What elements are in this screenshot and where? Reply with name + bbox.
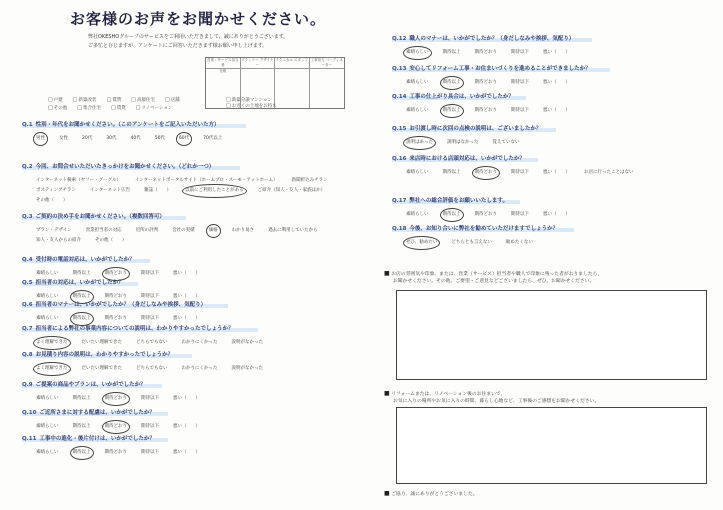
answer-option[interactable]: 期待以下 xyxy=(511,108,529,113)
question-block xyxy=(392,92,707,116)
option-row xyxy=(392,238,707,248)
answer-option[interactable]: 期待以下 xyxy=(141,294,159,299)
answer-option[interactable]: 男性 xyxy=(36,134,45,144)
question-block xyxy=(22,212,362,246)
answer-option[interactable]: 期待以下 xyxy=(511,170,529,175)
answer-option[interactable]: わかりにくかった xyxy=(181,366,218,371)
answer-option[interactable]: 過去に利用していたから xyxy=(268,228,318,233)
option-row xyxy=(22,338,362,348)
answer-option[interactable]: 期待以上 xyxy=(442,170,461,175)
question-text xyxy=(22,300,362,308)
checkbox-item[interactable]: □ リノベーション xyxy=(136,105,173,111)
question-label: ご近所さまに対する配慮は、いかがでしたか？ xyxy=(39,410,155,416)
checkbox-item[interactable]: □ 集合住宅 xyxy=(77,105,101,111)
answer-option[interactable]: だいたい理解できた xyxy=(81,340,122,345)
question-text xyxy=(22,162,362,170)
question-block xyxy=(392,154,707,178)
answer-option[interactable]: 悪い（ ） xyxy=(543,108,570,113)
answer-option[interactable]: 説明はあった xyxy=(406,138,433,148)
question-label: 担当者のマナーは、いかがでしたか？（身だしなみや挨拶、気配り） xyxy=(35,302,207,308)
answer-option[interactable]: 期待以下 xyxy=(141,396,159,401)
question-label: 来店時における店頭対応は、いかがでしたか？ xyxy=(409,156,525,162)
question-block xyxy=(22,278,362,302)
answer-option[interactable]: 期待どおり xyxy=(474,50,497,55)
square-bullet-icon: ■ xyxy=(384,270,390,277)
question-number: Q.10 xyxy=(22,410,37,416)
answer-option[interactable]: 40代 xyxy=(130,136,141,141)
option-row xyxy=(22,394,362,404)
answer-option[interactable]: 営業担当者の対応 xyxy=(85,228,122,233)
question-text xyxy=(392,154,707,162)
answer-option[interactable]: 悪い（ ） xyxy=(173,396,200,401)
checkbox-item[interactable]: □ 賃貸 xyxy=(111,105,126,111)
question-number: Q.9 xyxy=(22,382,33,388)
answer-option[interactable]: 期待どおり xyxy=(105,394,128,404)
question-number: Q.18 xyxy=(392,226,407,232)
answer-option[interactable]: 素晴らしい xyxy=(36,396,59,401)
answer-option[interactable]: 素晴らしい xyxy=(36,424,59,429)
comment1-line: お店の雰囲気や印象、または、営業（サービス）担当者や職人で印象に残った者がおりましたら、 xyxy=(391,272,603,277)
question-number: Q.6 xyxy=(22,302,33,308)
answer-option[interactable]: 悪い（ ） xyxy=(173,294,200,299)
answer-option[interactable]: 期待以下 xyxy=(511,212,529,217)
question-label: 工事中の進化・後片付けは、いかがでしたか？ xyxy=(39,436,155,442)
answer-option[interactable]: 素晴らしい xyxy=(406,170,429,175)
question-number: Q.17 xyxy=(392,198,407,204)
comment-instructions-2 xyxy=(384,390,599,405)
answer-option[interactable]: 期待どおり xyxy=(475,168,498,178)
answer-option[interactable]: 素晴らしい xyxy=(36,294,59,299)
question-text xyxy=(392,124,707,132)
question-text xyxy=(22,120,362,128)
comment-box-2[interactable] xyxy=(396,407,707,484)
answer-option[interactable]: ぜひ、勧めたい xyxy=(406,238,437,248)
question-label: 職人のマナーは、いかがでしたか？（身だしなみや挨拶、気配り） xyxy=(409,36,575,42)
answer-option[interactable]: 期待以下 xyxy=(141,271,159,276)
question-label: 工事の仕上がり具合は、いかがでしたか？ xyxy=(409,94,514,100)
question-number: Q.12 xyxy=(392,36,407,42)
question-label: 弊社への総合評価をお願いいたします。 xyxy=(409,198,508,204)
answer-option[interactable]: 期待以下 xyxy=(141,450,159,455)
question-number: Q.4 xyxy=(22,257,33,263)
answer-option[interactable]: 期待以上 xyxy=(443,106,461,116)
answer-option[interactable]: 知人・友人からの紹介 xyxy=(36,238,81,243)
answer-option[interactable]: 会社の実績 xyxy=(172,228,195,233)
staff-cell[interactable] xyxy=(310,69,345,108)
answer-option[interactable]: 悪い（ ） xyxy=(543,50,570,55)
answer-option[interactable]: 覚えていない xyxy=(492,140,520,145)
staff-cell[interactable] xyxy=(275,69,310,108)
question-text xyxy=(392,224,707,232)
answer-option[interactable]: 期待どおり xyxy=(104,294,127,299)
answer-option[interactable]: 素晴らしい xyxy=(36,450,59,455)
square-bullet-icon: ■ xyxy=(384,490,390,497)
question-text xyxy=(22,255,362,263)
question-label: 性別・年代をお聞かせください。（このアンケートをご記入いただいた方） xyxy=(35,122,220,128)
question-text xyxy=(22,278,362,286)
question-text xyxy=(22,380,362,388)
type-checkbox-group xyxy=(48,97,198,111)
checkbox-item[interactable]: □ 高層住宅 xyxy=(131,97,155,103)
question-label: お引渡し時に次回の点検の説明は、ございましたか？ xyxy=(409,126,542,132)
answer-option[interactable]: 期待以上 xyxy=(443,78,461,88)
option-row xyxy=(392,78,707,88)
staff-header: プランナー デザイナー xyxy=(241,58,274,67)
answer-option[interactable]: だいたい理解できた xyxy=(81,366,122,371)
option-row xyxy=(22,226,362,246)
staff-handwritten-name[interactable]: 光明 xyxy=(206,69,241,108)
question-block xyxy=(22,380,362,404)
option-row xyxy=(22,176,362,206)
option-row xyxy=(22,314,362,324)
question-number: Q.3 xyxy=(22,214,33,220)
answer-option[interactable]: どちらでもない xyxy=(136,366,168,371)
answer-option[interactable]: よく理解できた xyxy=(36,364,68,374)
survey-intro xyxy=(88,33,288,51)
answer-option[interactable]: インターネット検索（ヤフー・グーグル） xyxy=(36,178,121,183)
comment1-line: お聞かせください。その他、ご要望・ご意見などございましたら、ぜひ、お聞かせください。 xyxy=(393,279,595,284)
checkbox-item[interactable]: □ 新築分譲マンション xyxy=(226,97,277,103)
question-label: ご提案の商品やプランは、いかがでしたか？ xyxy=(35,382,146,388)
option-row xyxy=(392,168,707,178)
answer-option[interactable]: 期待以下 xyxy=(511,80,529,85)
question-block xyxy=(22,434,362,458)
answer-option[interactable]: 説明はなかった xyxy=(446,140,479,145)
answer-option[interactable]: 価格 xyxy=(209,226,218,236)
answer-option[interactable]: 近所の評判 xyxy=(135,228,159,233)
answer-option[interactable]: 期待どおり xyxy=(474,80,497,85)
answer-option[interactable]: 20代 xyxy=(82,136,93,141)
answer-option[interactable]: 期待以上 xyxy=(72,271,91,276)
answer-option[interactable]: 期待以下 xyxy=(141,316,159,321)
answer-option[interactable]: 勧めたくない xyxy=(505,240,533,245)
option-row xyxy=(392,106,707,116)
option-row xyxy=(392,48,707,58)
answer-option[interactable]: 悪い（ ） xyxy=(173,271,200,276)
square-bullet-icon: ■ xyxy=(384,390,390,397)
answer-option[interactable]: 説明がなかった xyxy=(231,366,263,371)
answer-option[interactable]: わかり易さ xyxy=(231,228,255,233)
answer-option[interactable]: 期待以上 xyxy=(442,50,461,55)
question-label: 担当者の対応は、いかがでしたか？ xyxy=(35,280,124,286)
answer-option[interactable]: 期待以上 xyxy=(72,396,91,401)
question-block xyxy=(392,124,707,148)
answer-option[interactable]: 30代 xyxy=(106,136,117,141)
option-row xyxy=(22,134,362,144)
comment2-line: リフォームまたは、リノベーション後のお住まいで、 xyxy=(391,392,506,397)
question-number: Q.2 xyxy=(22,164,33,170)
answer-option[interactable]: 期待以上 xyxy=(73,448,91,458)
answer-option[interactable]: 悪い（ ） xyxy=(173,424,200,429)
answer-option[interactable]: 期待以下 xyxy=(141,424,159,429)
answer-option[interactable]: 期待どおり xyxy=(105,422,128,432)
answer-option[interactable]: 素晴らしい xyxy=(406,108,429,113)
option-row xyxy=(22,448,362,458)
answer-option[interactable]: 期待以上 xyxy=(73,292,91,302)
question-label: 受付時の電話対応は、いかがでしたか？ xyxy=(35,257,135,263)
checkbox-item[interactable]: □ 新築改装 xyxy=(73,97,97,103)
answer-option[interactable]: 以前にご利用したことがある xyxy=(185,186,244,196)
intro-line: 弊社OKESHOグループのサービスをご利用いただきまして、誠にありがとうございます。 xyxy=(88,34,289,40)
answer-option[interactable]: 素晴らしい xyxy=(406,212,429,217)
question-block xyxy=(22,255,362,279)
staff-header: テクニカル スタッフ xyxy=(275,58,310,69)
question-block xyxy=(392,196,707,220)
answer-option[interactable]: どちらとも言えない xyxy=(451,240,492,245)
answer-option[interactable]: 素晴らしい xyxy=(406,48,429,58)
question-label: ご契約の決め手をお聞かせください。（複数回答可） xyxy=(35,214,165,220)
answer-option[interactable]: 説明がなかった xyxy=(231,340,263,345)
option-row xyxy=(22,422,362,432)
answer-option[interactable]: 期待以上 xyxy=(72,424,91,429)
answer-option[interactable]: 期待どおり xyxy=(474,108,497,113)
question-text xyxy=(392,92,707,100)
question-number: Q.8 xyxy=(22,352,33,358)
answer-option[interactable]: その他（ ） xyxy=(95,238,127,243)
question-block xyxy=(22,350,362,374)
question-text xyxy=(22,434,362,442)
answer-option[interactable]: プラン・デザイン xyxy=(36,228,72,233)
question-number: Q.16 xyxy=(392,156,407,162)
question-text xyxy=(22,212,362,220)
answer-option[interactable]: インターネット広告 xyxy=(89,188,131,193)
answer-option[interactable]: 60代 xyxy=(179,134,189,144)
answer-option[interactable]: 期待以上 xyxy=(443,210,461,220)
answer-option[interactable]: 期待どおり xyxy=(474,212,497,217)
answer-option[interactable]: 悪い（ ） xyxy=(543,212,570,217)
question-block xyxy=(392,64,707,88)
comment2-line: お気に入りの場所やお気に入りの時間、暮らし心地など、工事後のご感想をお聞かせください。 xyxy=(393,399,600,404)
survey-title: お客様のお声をお聞かせください。 xyxy=(70,10,327,28)
answer-option[interactable]: ご紹介（知人・友人・家族ほか） xyxy=(257,188,326,193)
question-block xyxy=(392,34,707,58)
checkbox-item[interactable]: □ 店舗 xyxy=(165,97,180,103)
intro-line: ご多忙と存じますが、アンケートにご回答いただきます様お願い申し上げます。 xyxy=(88,43,268,49)
checkbox-item[interactable]: □ その他 xyxy=(48,105,67,111)
question-number: Q.13 xyxy=(392,66,407,72)
answer-option[interactable]: お店に行ったことはない xyxy=(584,170,634,175)
comment-box-1[interactable] xyxy=(396,290,707,380)
answer-option[interactable]: 期待どおり xyxy=(104,316,127,321)
answer-option[interactable]: わかりにくかった xyxy=(181,340,218,345)
question-text xyxy=(392,196,707,204)
question-label: 今回、お問合せいただいたきっかけをお聞かせください。（どれか一つ） xyxy=(35,164,215,170)
option-row xyxy=(392,210,707,220)
answer-option[interactable]: 期待どおり xyxy=(105,269,128,279)
answer-option[interactable]: ポスティングチラシ xyxy=(36,188,76,193)
answer-option[interactable]: 悪い（ ） xyxy=(543,80,570,85)
answer-option[interactable]: 期待以上 xyxy=(73,314,91,324)
question-label: 安心してリフォーム工事・お住まいづくりを進めることができましたか？ xyxy=(409,66,591,72)
checkbox-item[interactable]: □ お近くの土地をお持ち xyxy=(226,103,277,109)
answer-option[interactable]: よく理解できた xyxy=(36,338,68,348)
answer-option[interactable]: 素晴らしい xyxy=(36,271,59,276)
answer-option[interactable]: 期待どおり xyxy=(104,450,127,455)
checkbox-item[interactable]: □ 賃貸 xyxy=(106,97,121,103)
question-label: 担当者による弊社の事業内容についての説明は、わかりやすかったでしょうか？ xyxy=(35,326,234,332)
comment-instructions-1 xyxy=(384,270,602,285)
answer-option[interactable]: 悪い（ ） xyxy=(543,170,570,175)
question-block xyxy=(22,120,362,144)
option-row xyxy=(392,138,707,148)
footer xyxy=(384,490,478,498)
question-text xyxy=(22,408,362,416)
type-checkbox-right xyxy=(226,97,277,109)
answer-option[interactable]: インターネットポータルサイト（ホームプロ・スーモ・アットホーム） xyxy=(134,178,278,183)
question-block xyxy=(22,300,362,324)
question-block xyxy=(22,324,362,348)
answer-option[interactable]: どちらでもない xyxy=(136,340,168,345)
question-number: Q.1 xyxy=(22,122,33,128)
checkbox-item[interactable]: □ 戸建 xyxy=(48,97,63,103)
option-row xyxy=(22,364,362,374)
answer-option[interactable]: 70代以上 xyxy=(203,136,223,141)
question-text xyxy=(22,324,362,332)
answer-option[interactable]: 雑誌（ ） xyxy=(144,188,172,193)
staff-header: 工事担当 コーディネーター xyxy=(310,58,343,67)
question-number: Q.5 xyxy=(22,280,33,286)
question-label: 今後、お知り合いに弊社を勧めていただけますでしょうか？ xyxy=(409,226,559,232)
staff-header: 営業・サービス担当者 xyxy=(207,58,239,67)
question-label: お見積り内容の説明は、わかりやすかったでしょうか？ xyxy=(35,352,174,358)
question-number: Q.7 xyxy=(22,326,33,332)
question-text xyxy=(392,34,707,42)
answer-option[interactable]: 悪い（ ） xyxy=(173,450,200,455)
question-number: Q.11 xyxy=(22,436,37,442)
answer-option[interactable]: 素晴らしい xyxy=(36,316,59,321)
answer-option[interactable]: 悪い（ ） xyxy=(173,316,200,321)
question-number: Q.15 xyxy=(392,126,407,132)
answer-option[interactable]: その他（ ） xyxy=(36,198,68,203)
question-block xyxy=(22,408,362,432)
answer-option[interactable]: 素晴らしい xyxy=(406,80,429,85)
question-number: Q.14 xyxy=(392,94,407,100)
question-text xyxy=(22,350,362,358)
question-block xyxy=(392,224,707,248)
answer-option[interactable]: 女性 xyxy=(59,136,68,141)
question-text xyxy=(392,64,707,72)
footer-text: ご協力、誠にありがとうございました。 xyxy=(391,492,478,497)
question-block xyxy=(22,162,362,206)
answer-option[interactable]: 期待以下 xyxy=(511,50,529,55)
answer-option[interactable]: 50代 xyxy=(154,136,165,141)
answer-option[interactable]: 新聞折込みチラシ xyxy=(291,178,328,183)
